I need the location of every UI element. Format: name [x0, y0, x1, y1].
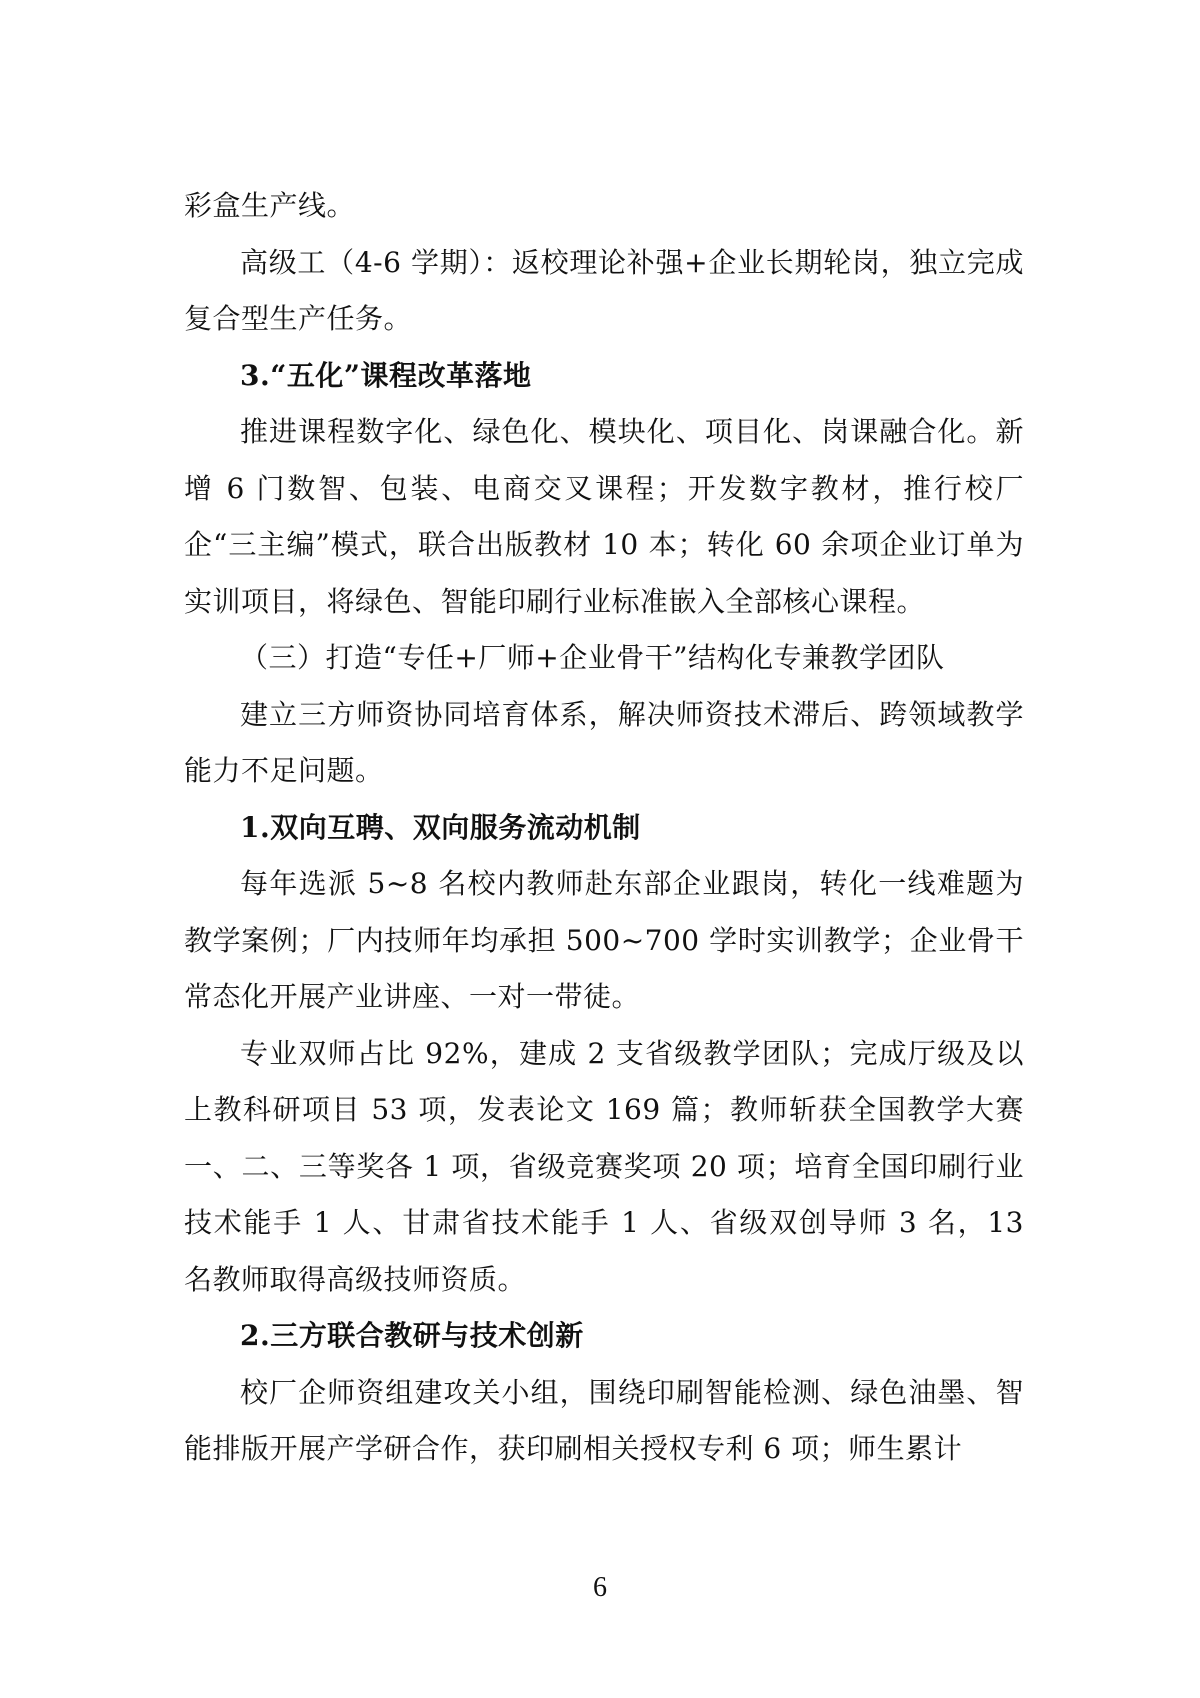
- paragraph-continuation: 彩盒生产线。: [184, 189, 356, 222]
- page-body: [184, 178, 1024, 1478]
- page-number: 6: [593, 1572, 607, 1603]
- paragraph-team-achievements: 专业双师占比 92%，建成 2 支省级教学团队；完成厅级及以上教科研项目 53 项，发表论文 169 篇；教师斩获全国教学大赛一、二、三等奖各 1 项，省级竞赛奖项 20 项；培育全国印刷行业技术能手 1 人、甘肃省技术能手 1 人、省级双创导师 3 名，13 名教师取得高级技师资质。: [184, 1036, 1024, 1296]
- paragraph-joint-research: 校厂企师资组建攻关小组，围绕印刷智能检测、绿色油墨、智能排版开展产学研合作，获印刷相关授权专利 6 项；师生累计: [184, 1375, 1024, 1465]
- paragraph-teacher-system: 建立三方师资协同培育体系，解决师资技术滞后、跨领域教学能力不足问题。: [184, 697, 1024, 787]
- paragraph-curriculum-reform: 推进课程数字化、绿色化、模块化、项目化、岗课融合化。新增 6 门数智、包装、电商交叉课程；开发数字教材，推行校厂企“三主编”模式，联合出版教材 10 本；转化 60 余项企业订单为实训项目，将绿色、智能印刷行业标准嵌入全部核心课程。: [184, 415, 1024, 618]
- heading-mutual-employment: 1.双向互聘、双向服务流动机制: [240, 810, 641, 844]
- paragraph-advanced-worker: 高级工（4-6 学期）：返校理论补强+企业长期轮岗，独立完成复合型生产任务。: [184, 245, 1024, 335]
- section-heading-teaching-team: （三）打造“专任+厂师+企业骨干”结构化专兼教学团队: [240, 641, 945, 674]
- paragraph-mutual-employment: 每年选派 5~8 名校内教师赴东部企业跟岗，转化一线难题为教学案例；厂内技师年均承担 500~700 学时实训教学；企业骨干常态化开展产业讲座、一对一带徒。: [184, 867, 1024, 1013]
- heading-five-curriculum-reform: 3.“五化”课程改革落地: [240, 358, 532, 392]
- heading-joint-research: 2.三方联合教研与技术创新: [240, 1319, 584, 1352]
